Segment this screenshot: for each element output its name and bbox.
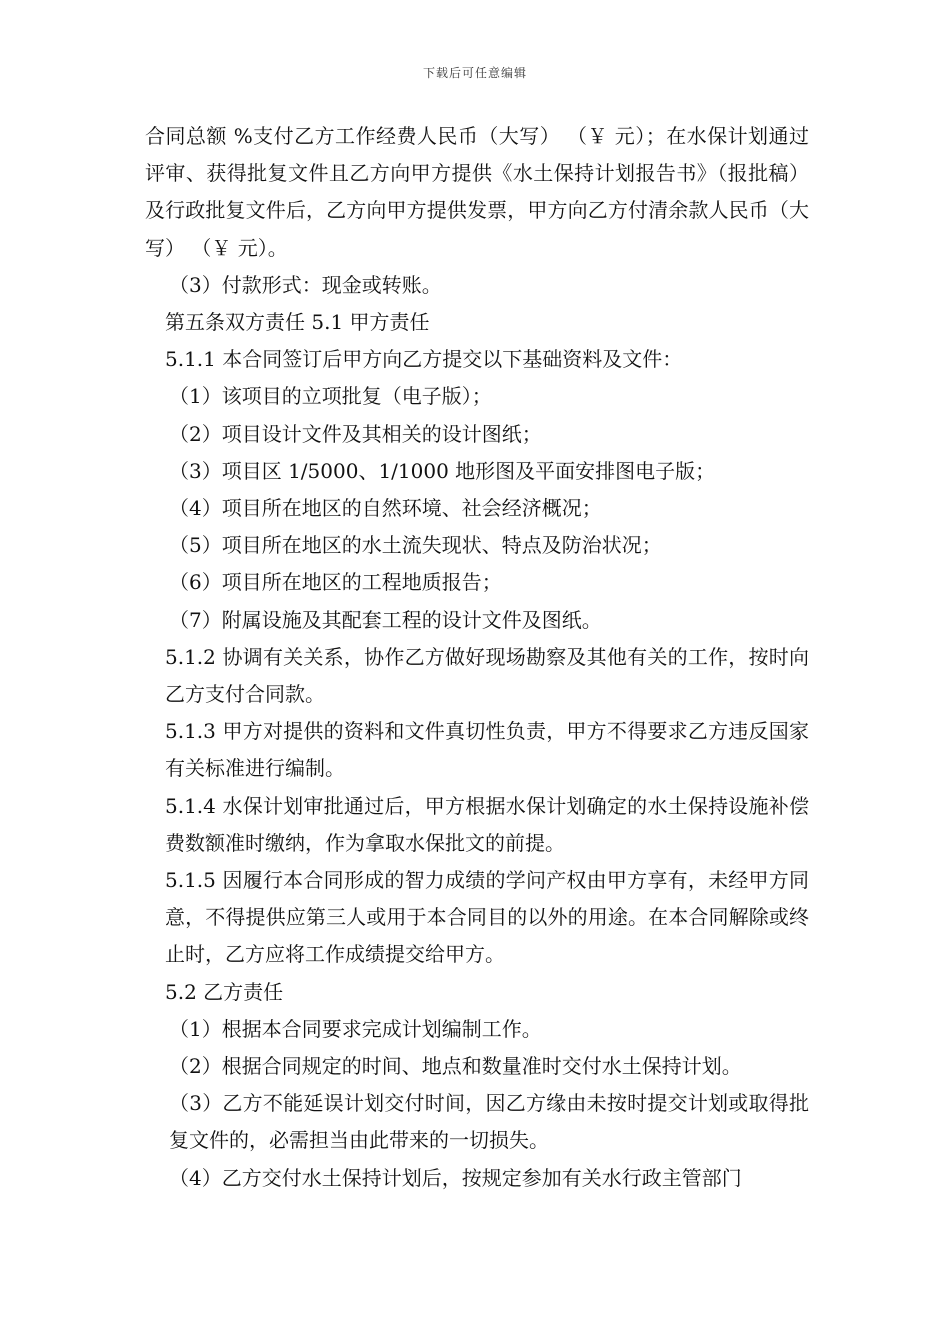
paragraph-payment-form: （3）付款形式：现金或转账。 (169, 272, 442, 297)
list-item: （3）乙方不能延误计划交付时间，因乙方缘由未按时提交计划或取得批复文件的，必需担当由此带来的一切损失。 (169, 1091, 809, 1153)
list-item: （2）项目设计文件及其相关的设计图纸； (169, 421, 542, 446)
clause-5-2-heading: 5.2 乙方责任 (165, 979, 284, 1004)
page-header-note: 下载后可任意编辑 (422, 66, 527, 80)
list-item: （6）项目所在地区的工程地质报告； (169, 570, 502, 595)
document-body (145, 118, 809, 1197)
list-item: （4）项目所在地区的自然环境、社会经济概况； (169, 496, 602, 521)
clause-5-1-2: 5.1.2 协调有关关系，协作乙方做好现场勘察及其他有关的工作，按时向乙方支付合同款。 (165, 644, 809, 707)
list-item: （1）该项目的立项批复（电子版）； (169, 384, 492, 409)
list-item: （1）根据本合同要求完成计划编制工作。 (169, 1016, 542, 1041)
list-item: （4）乙方交付水土保持计划后，按规定参加有关水行政主管部门 (169, 1165, 742, 1190)
clause-5-1-4: 5.1.4 水保计划审批通过后，甲方根据水保计划确定的水土保持设施补偿费数额准时缴纳，作为拿取水保批文的前提。 (165, 793, 809, 855)
paragraph-payment-terms: 合同总额 %支付乙方工作经费人民币（大写） （￥ 元）；在水保计划通过评审、获得批复文件且乙方向甲方提供《水土保持计划报告书》（报批稿）及行政批复文件后，乙方向甲方提供发票，甲方向乙方付清余款人民币（大写） （￥ 元）。 (145, 124, 809, 260)
list-item: （5）项目所在地区的水土流失现状、特点及防治状况； (169, 533, 662, 558)
list-item: （7）附属设施及其配套工程的设计文件及图纸。 (169, 607, 602, 632)
clause-5-heading: 第五条双方责任 5.1 甲方责任 (165, 310, 430, 335)
list-item: （3）项目区 1/5000、1/1000 地形图及平面安排图电子版； (169, 458, 716, 483)
list-item: （2）根据合同规定的时间、地点和数量准时交付水土保持计划。 (169, 1054, 742, 1079)
clause-5-1-3: 5.1.3 甲方对提供的资料和文件真切性负责，甲方不得要求乙方违反国家有关标准进行编制。 (165, 719, 809, 781)
clause-5-1-1: 5.1.1 本合同签订后甲方向乙方提交以下基础资料及文件： (165, 347, 683, 372)
clause-5-1-5: 5.1.5 因履行本合同形成的智力成绩的学问产权由甲方享有，未经甲方同意，不得提供应第三人或用于本合同目的以外的用途。在本合同解除或终止时，乙方应将工作成绩提交给甲方。 (165, 868, 809, 967)
